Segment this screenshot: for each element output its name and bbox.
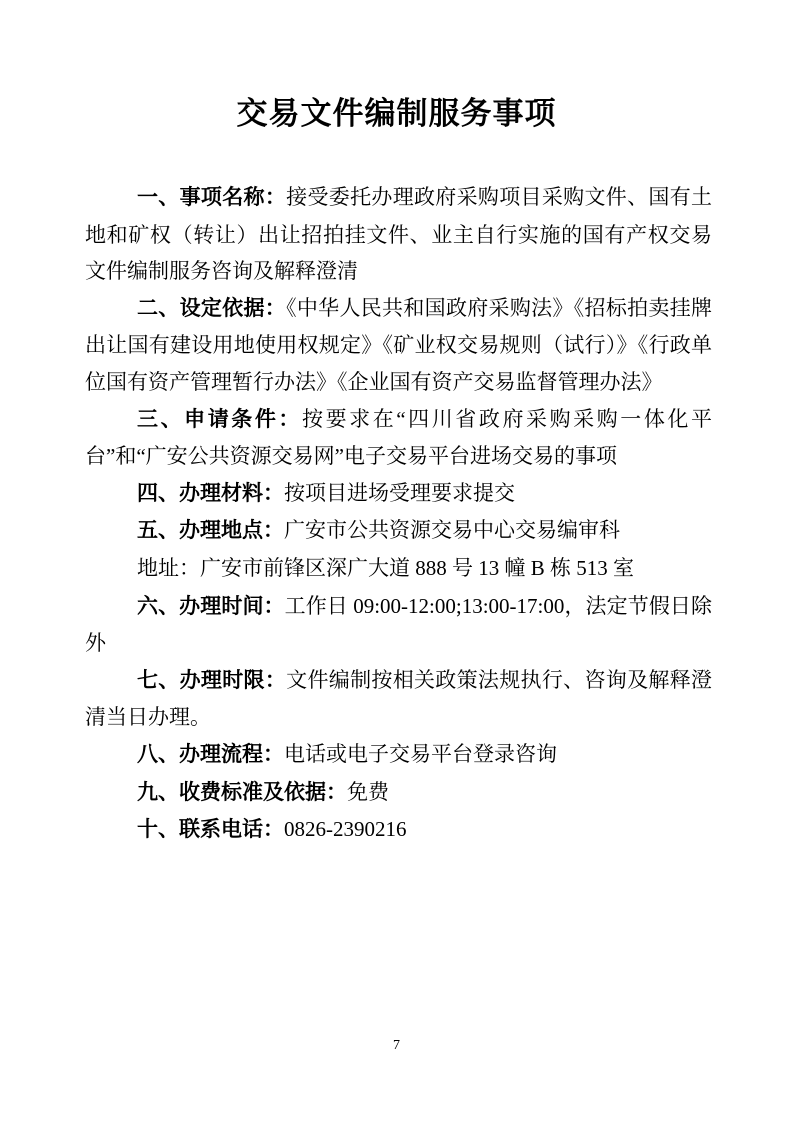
service-item-label: 七、办理时限： (137, 668, 287, 692)
service-item-paragraph (85, 401, 712, 475)
service-item-paragraph (85, 290, 712, 401)
service-item-paragraph (85, 662, 712, 736)
service-item-paragraph (85, 811, 712, 849)
service-item-text: 工作日 09:00-12:00;13:00-17:00，法定节假日除外 (85, 593, 712, 656)
service-item-paragraph (85, 736, 712, 774)
service-item-text: 电话或电子交易平台登录咨询 (284, 741, 557, 766)
service-item-paragraph (85, 179, 712, 290)
service-items-list (85, 179, 712, 849)
service-item-paragraph (85, 550, 712, 588)
service-item-text: 按项目进场受理要求提交 (284, 480, 515, 505)
service-item-label: 二、设定依据： (137, 296, 287, 320)
service-item-label: 三、申请条件： (137, 407, 302, 431)
service-item-label: 九、收费标准及依据： (137, 780, 347, 804)
service-item-label: 八、办理流程： (137, 742, 284, 766)
service-item-paragraph (85, 774, 712, 812)
service-item-text: 免费 (347, 779, 389, 804)
service-item-text: 0826-2390216 (284, 817, 407, 842)
service-item-text: 按要求在“四川省政府采购采购一体化平台”和“广安公共资源交易网”电子交易平台进场交易的事项 (85, 406, 713, 469)
page-title: 交易文件编制服务事项 (236, 96, 557, 131)
service-item-paragraph (85, 512, 712, 550)
service-item-label: 十、联系电话： (137, 818, 284, 842)
service-item-text: 地址：广安市前锋区深广大道 888 号 13 幢 B 栋 513 室 (137, 555, 635, 580)
service-item-text: 接受委托办理政府采购项目采购文件、国有土地和矿权（转让）出让招拍挂文件、业主自行实施的国有产权交易文件编制服务咨询及解释澄清 (85, 185, 713, 284)
service-item-label: 一、事项名称： (137, 186, 287, 209)
page-number: 7 (393, 1038, 400, 1053)
service-item-label: 六、办理时间： (137, 594, 285, 618)
service-item-paragraph (85, 475, 712, 513)
service-item-text: 广安市公共资源交易中心交易编审科 (284, 518, 620, 543)
service-item-paragraph (85, 588, 712, 662)
service-item-label: 五、办理地点： (137, 519, 284, 543)
service-item-text: 《中华人民共和国政府采购法》《招标拍卖挂牌出让国有建设用地使用权规定》《矿业权交易规则（试行）》《行政单位国有资产管理暂行办法》《企业国有资产交易监督管理办法》 (85, 295, 713, 394)
service-item-text: 文件编制按相关政策法规执行、咨询及解释澄清当日办理。 (85, 667, 713, 730)
service-item-label: 四、办理材料： (137, 481, 284, 505)
